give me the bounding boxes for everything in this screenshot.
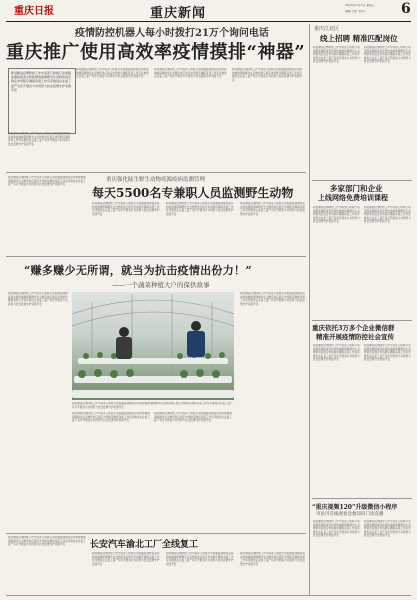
story3-body-col-4 xyxy=(154,412,234,530)
lead-kicker: 疫情防控机器人每小时拨打21万个询问电话 xyxy=(75,28,269,39)
story2-body-col-1 xyxy=(8,176,86,252)
divider-side2 xyxy=(312,180,412,181)
side1-body-col-2 xyxy=(364,46,412,176)
divider-side4 xyxy=(312,498,412,499)
lead-body-col-4 xyxy=(232,68,304,168)
side3-headline-line1: 重庆依托3万多个企业微信群 xyxy=(312,324,395,332)
side3-body-col-2 xyxy=(364,344,412,494)
story3-body-col-3 xyxy=(72,412,150,530)
divider-story4 xyxy=(6,533,306,534)
side2-headline-line2: 上线网络免费培训课程 xyxy=(318,193,388,202)
story4-body-col-1 xyxy=(8,536,86,592)
story2-kicker: 重庆强化陆生野生动物疫源疫病监测管理 xyxy=(106,177,206,183)
story3-body-col-2 xyxy=(240,292,306,530)
divider-story2 xyxy=(6,172,306,173)
side2-headline-line1: 多家部门和企业 xyxy=(330,184,383,193)
story2-body-col-3 xyxy=(166,202,236,252)
side1-body-col-1 xyxy=(313,46,361,176)
side2-body-col-1 xyxy=(313,206,361,316)
story4-headline: 长安汽车渝北工厂全线复工 xyxy=(90,540,199,550)
lead-headline: 重庆推广使用高效率疫情摸排“神器” xyxy=(6,42,306,63)
side3-body-col-1 xyxy=(313,344,361,494)
story3-subhead: ——一个蔬菜种植大户的保供故事 xyxy=(112,281,210,289)
side1-headline: 线上招聘 精准匹配岗位 xyxy=(320,34,398,43)
side4-headline: “重庆视频120”升级微信小程序 xyxy=(312,504,398,511)
story2-headline: 每天5500名专兼职人员监测野生动物 xyxy=(92,186,294,200)
divider-story3 xyxy=(6,256,306,257)
footer-rule xyxy=(6,595,411,596)
story4-body-col-4 xyxy=(240,552,306,592)
side2-body-col-2 xyxy=(364,206,412,316)
lead-summary-box xyxy=(8,68,76,134)
greenhouse-scene xyxy=(72,292,234,400)
masthead-rule xyxy=(6,21,411,22)
story3-headline: “赚多赚少无所谓，就当为抗击疫情出份力！” xyxy=(24,264,252,277)
story4-body-col-2 xyxy=(92,552,162,592)
section-title: 重庆新闻 xyxy=(150,6,207,21)
side4-body-col-2 xyxy=(364,520,412,592)
lead-body-col-1 xyxy=(8,132,72,164)
lead-body-col-3 xyxy=(154,68,228,168)
masthead-date: 2020年2月5日 星期三 xyxy=(345,4,376,7)
page-number: 6 xyxy=(401,1,411,17)
side3-headline-line2: 精准开展疫情防控社会宣传 xyxy=(316,333,394,341)
side4-subhead: 市民可在线观看急救知识门诊直播 xyxy=(316,512,384,517)
masthead-logo: 重庆日报 xyxy=(14,6,54,17)
story3-body-col-1 xyxy=(8,292,68,530)
masthead xyxy=(0,0,417,22)
lead-body-col-2 xyxy=(76,68,150,168)
photo-caption xyxy=(72,402,234,410)
story4-body-col-3 xyxy=(166,552,236,592)
side1-kicker: 重庆江北区 xyxy=(314,26,340,32)
story2-body-col-2 xyxy=(92,202,162,252)
column-divider xyxy=(309,24,310,596)
lead-summary-text xyxy=(11,71,73,129)
divider-side3 xyxy=(312,320,412,321)
story2-body-col-4 xyxy=(240,202,306,252)
news-photo xyxy=(72,292,234,400)
side4-body-col-1 xyxy=(313,520,361,592)
masthead-editors: 编辑 设计 校对 xyxy=(345,10,365,13)
